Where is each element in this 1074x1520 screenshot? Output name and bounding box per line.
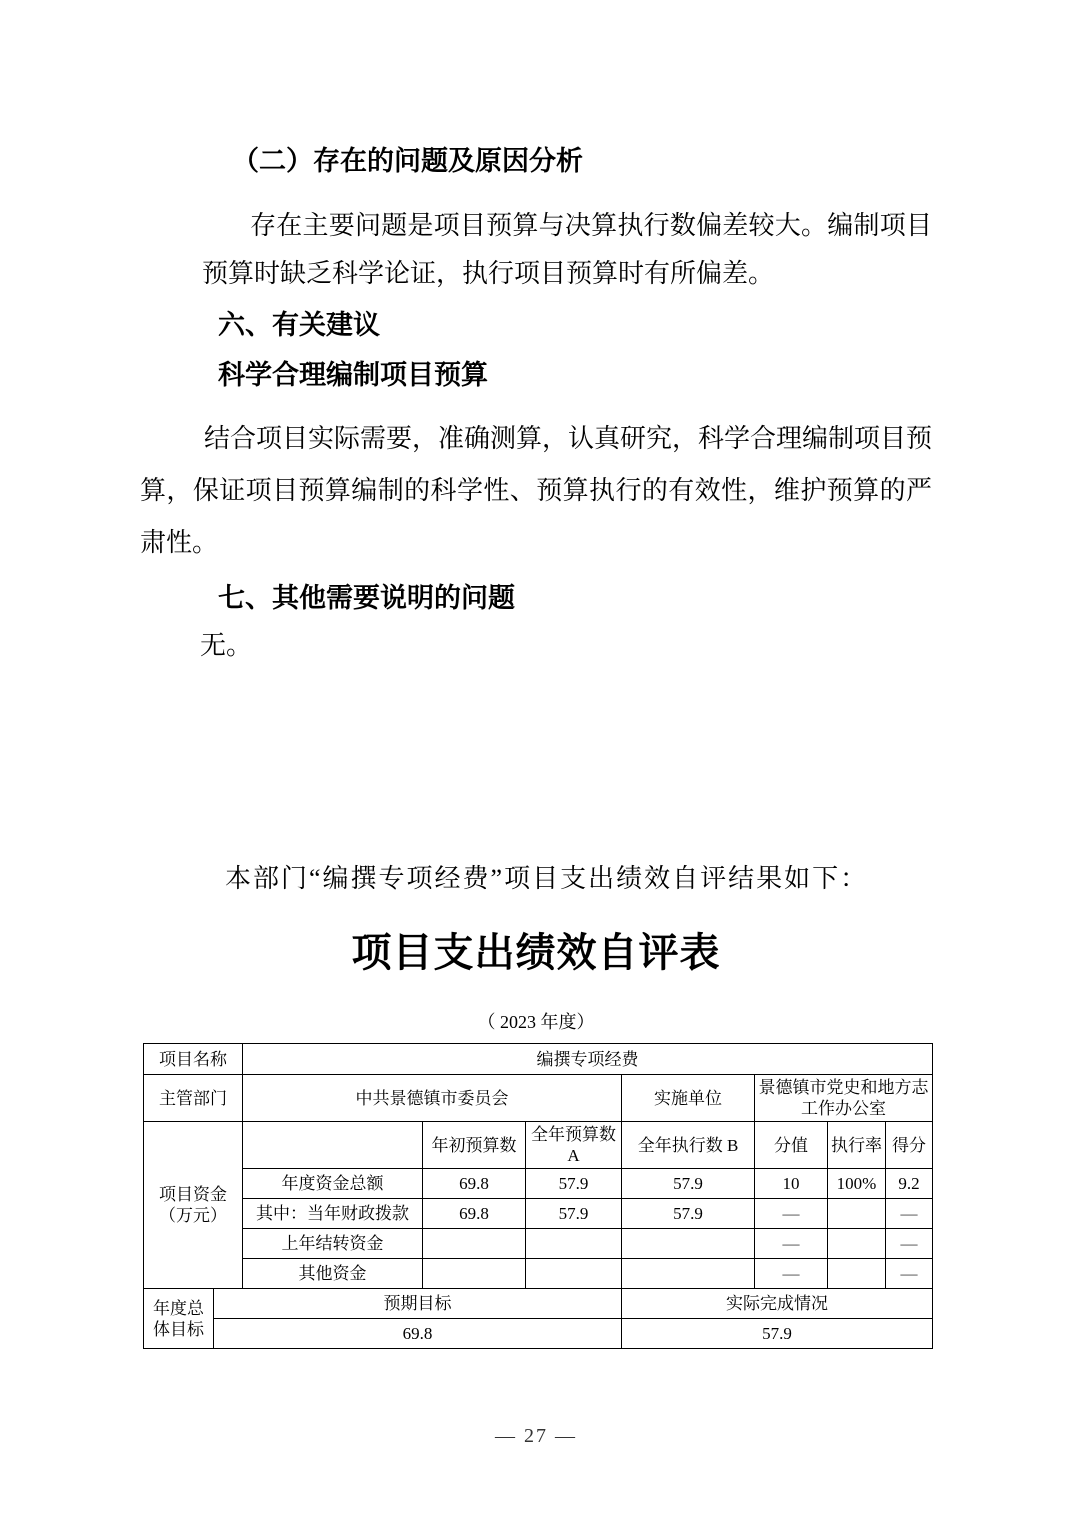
fiscal-points: — — [755, 1199, 828, 1229]
table-row-project-name — [144, 1044, 933, 1075]
table-row-carryover-funds — [144, 1229, 933, 1259]
project-name-value: 编撰专项经费 — [243, 1044, 933, 1075]
total-funds-annual: 57.9 — [526, 1169, 622, 1199]
other-initial — [423, 1259, 526, 1289]
carryover-annual — [526, 1229, 622, 1259]
row-label-fiscal-allocation: 其中：当年财政拨款 — [243, 1199, 423, 1229]
department-label: 主管部门 — [144, 1075, 243, 1122]
other-score: — — [886, 1259, 933, 1289]
other-annual — [526, 1259, 622, 1289]
header-exec-rate: 执行率 — [828, 1122, 886, 1169]
page-number: — 27 — — [495, 1425, 577, 1447]
self-eval-intro-line: 本部门“编撰专项经费”项目支出绩效自评结果如下： — [225, 864, 869, 893]
implementing-unit-label: 实施单位 — [622, 1075, 755, 1122]
fiscal-executed: 57.9 — [622, 1199, 755, 1229]
total-funds-executed: 57.9 — [622, 1169, 755, 1199]
header-executed: 全年执行数 B — [622, 1122, 755, 1169]
table-row-funds-headers — [144, 1122, 933, 1169]
actual-completion-value: 57.9 — [622, 1319, 933, 1349]
fiscal-annual: 57.9 — [526, 1199, 622, 1229]
table-row-department — [144, 1075, 933, 1122]
subheading-budget-advice: 科学合理编制项目预算 — [218, 360, 488, 390]
total-funds-points: 10 — [755, 1169, 828, 1199]
other-points: — — [755, 1259, 828, 1289]
implementing-unit-value: 景德镇市党史和地方志工作办公室 — [755, 1075, 933, 1122]
carryover-rate — [828, 1229, 886, 1259]
other-executed — [622, 1259, 755, 1289]
heading-other-issues: 七、其他需要说明的问题 — [218, 583, 515, 613]
carryover-score: — — [886, 1229, 933, 1259]
table-row-goal-values — [144, 1319, 933, 1349]
heading-suggestions: 六、有关建议 — [218, 310, 380, 340]
self-eval-year-caption: （ 2023 年度） — [477, 1012, 595, 1032]
expected-goal-header: 预期目标 — [214, 1289, 622, 1319]
other-rate — [828, 1259, 886, 1289]
header-score: 得分 — [886, 1122, 933, 1169]
header-points: 分值 — [755, 1122, 828, 1169]
funds-section-label: 项目资金（万元） — [144, 1122, 243, 1289]
total-funds-score: 9.2 — [886, 1169, 933, 1199]
fiscal-rate — [828, 1199, 886, 1229]
performance-self-eval-table — [143, 1043, 933, 1349]
heading-problems-analysis: （二）存在的问题及原因分析 — [232, 146, 583, 176]
table-row-goal-headers — [144, 1289, 933, 1319]
department-value: 中共景德镇市委员会 — [243, 1075, 622, 1122]
total-funds-rate: 100% — [828, 1169, 886, 1199]
table-row-fiscal-allocation — [144, 1199, 933, 1229]
header-initial-budget: 年初预算数 — [423, 1122, 526, 1169]
header-annual-budget: 全年预算数 A — [526, 1122, 622, 1169]
fiscal-score: — — [886, 1199, 933, 1229]
paragraph-suggestions: 结合项目实际需要，准确测算，认真研究，科学合理编制项目预算，保证项目预算编制的科学性、预算执行的有效性，维护预算的严肃性。 — [140, 424, 933, 557]
total-funds-initial: 69.8 — [423, 1169, 526, 1199]
carryover-executed — [622, 1229, 755, 1259]
actual-completion-header: 实际完成情况 — [622, 1289, 933, 1319]
project-name-label: 项目名称 — [144, 1044, 243, 1075]
funds-header-spacer-cell — [243, 1122, 423, 1169]
table-row-other-funds — [144, 1259, 933, 1289]
row-label-carryover-funds: 上年结转资金 — [243, 1229, 423, 1259]
self-eval-table-title: 项目支出绩效自评表 — [351, 931, 721, 975]
expected-goal-value: 69.8 — [214, 1319, 622, 1349]
row-label-other-funds: 其他资金 — [243, 1259, 423, 1289]
carryover-initial — [423, 1229, 526, 1259]
fiscal-initial: 69.8 — [423, 1199, 526, 1229]
paragraph-problems: 存在主要问题是项目预算与决算执行数偏差较大。编制项目预算时缺乏科学论证，执行项目预算时有所偏差。 — [202, 211, 932, 288]
paragraph-other-issues: 无。 — [200, 631, 253, 660]
annual-goal-label: 年度总体目标 — [144, 1289, 214, 1349]
carryover-points: — — [755, 1229, 828, 1259]
row-label-total-funds: 年度资金总额 — [243, 1169, 423, 1199]
table-row-total-funds — [144, 1169, 933, 1199]
